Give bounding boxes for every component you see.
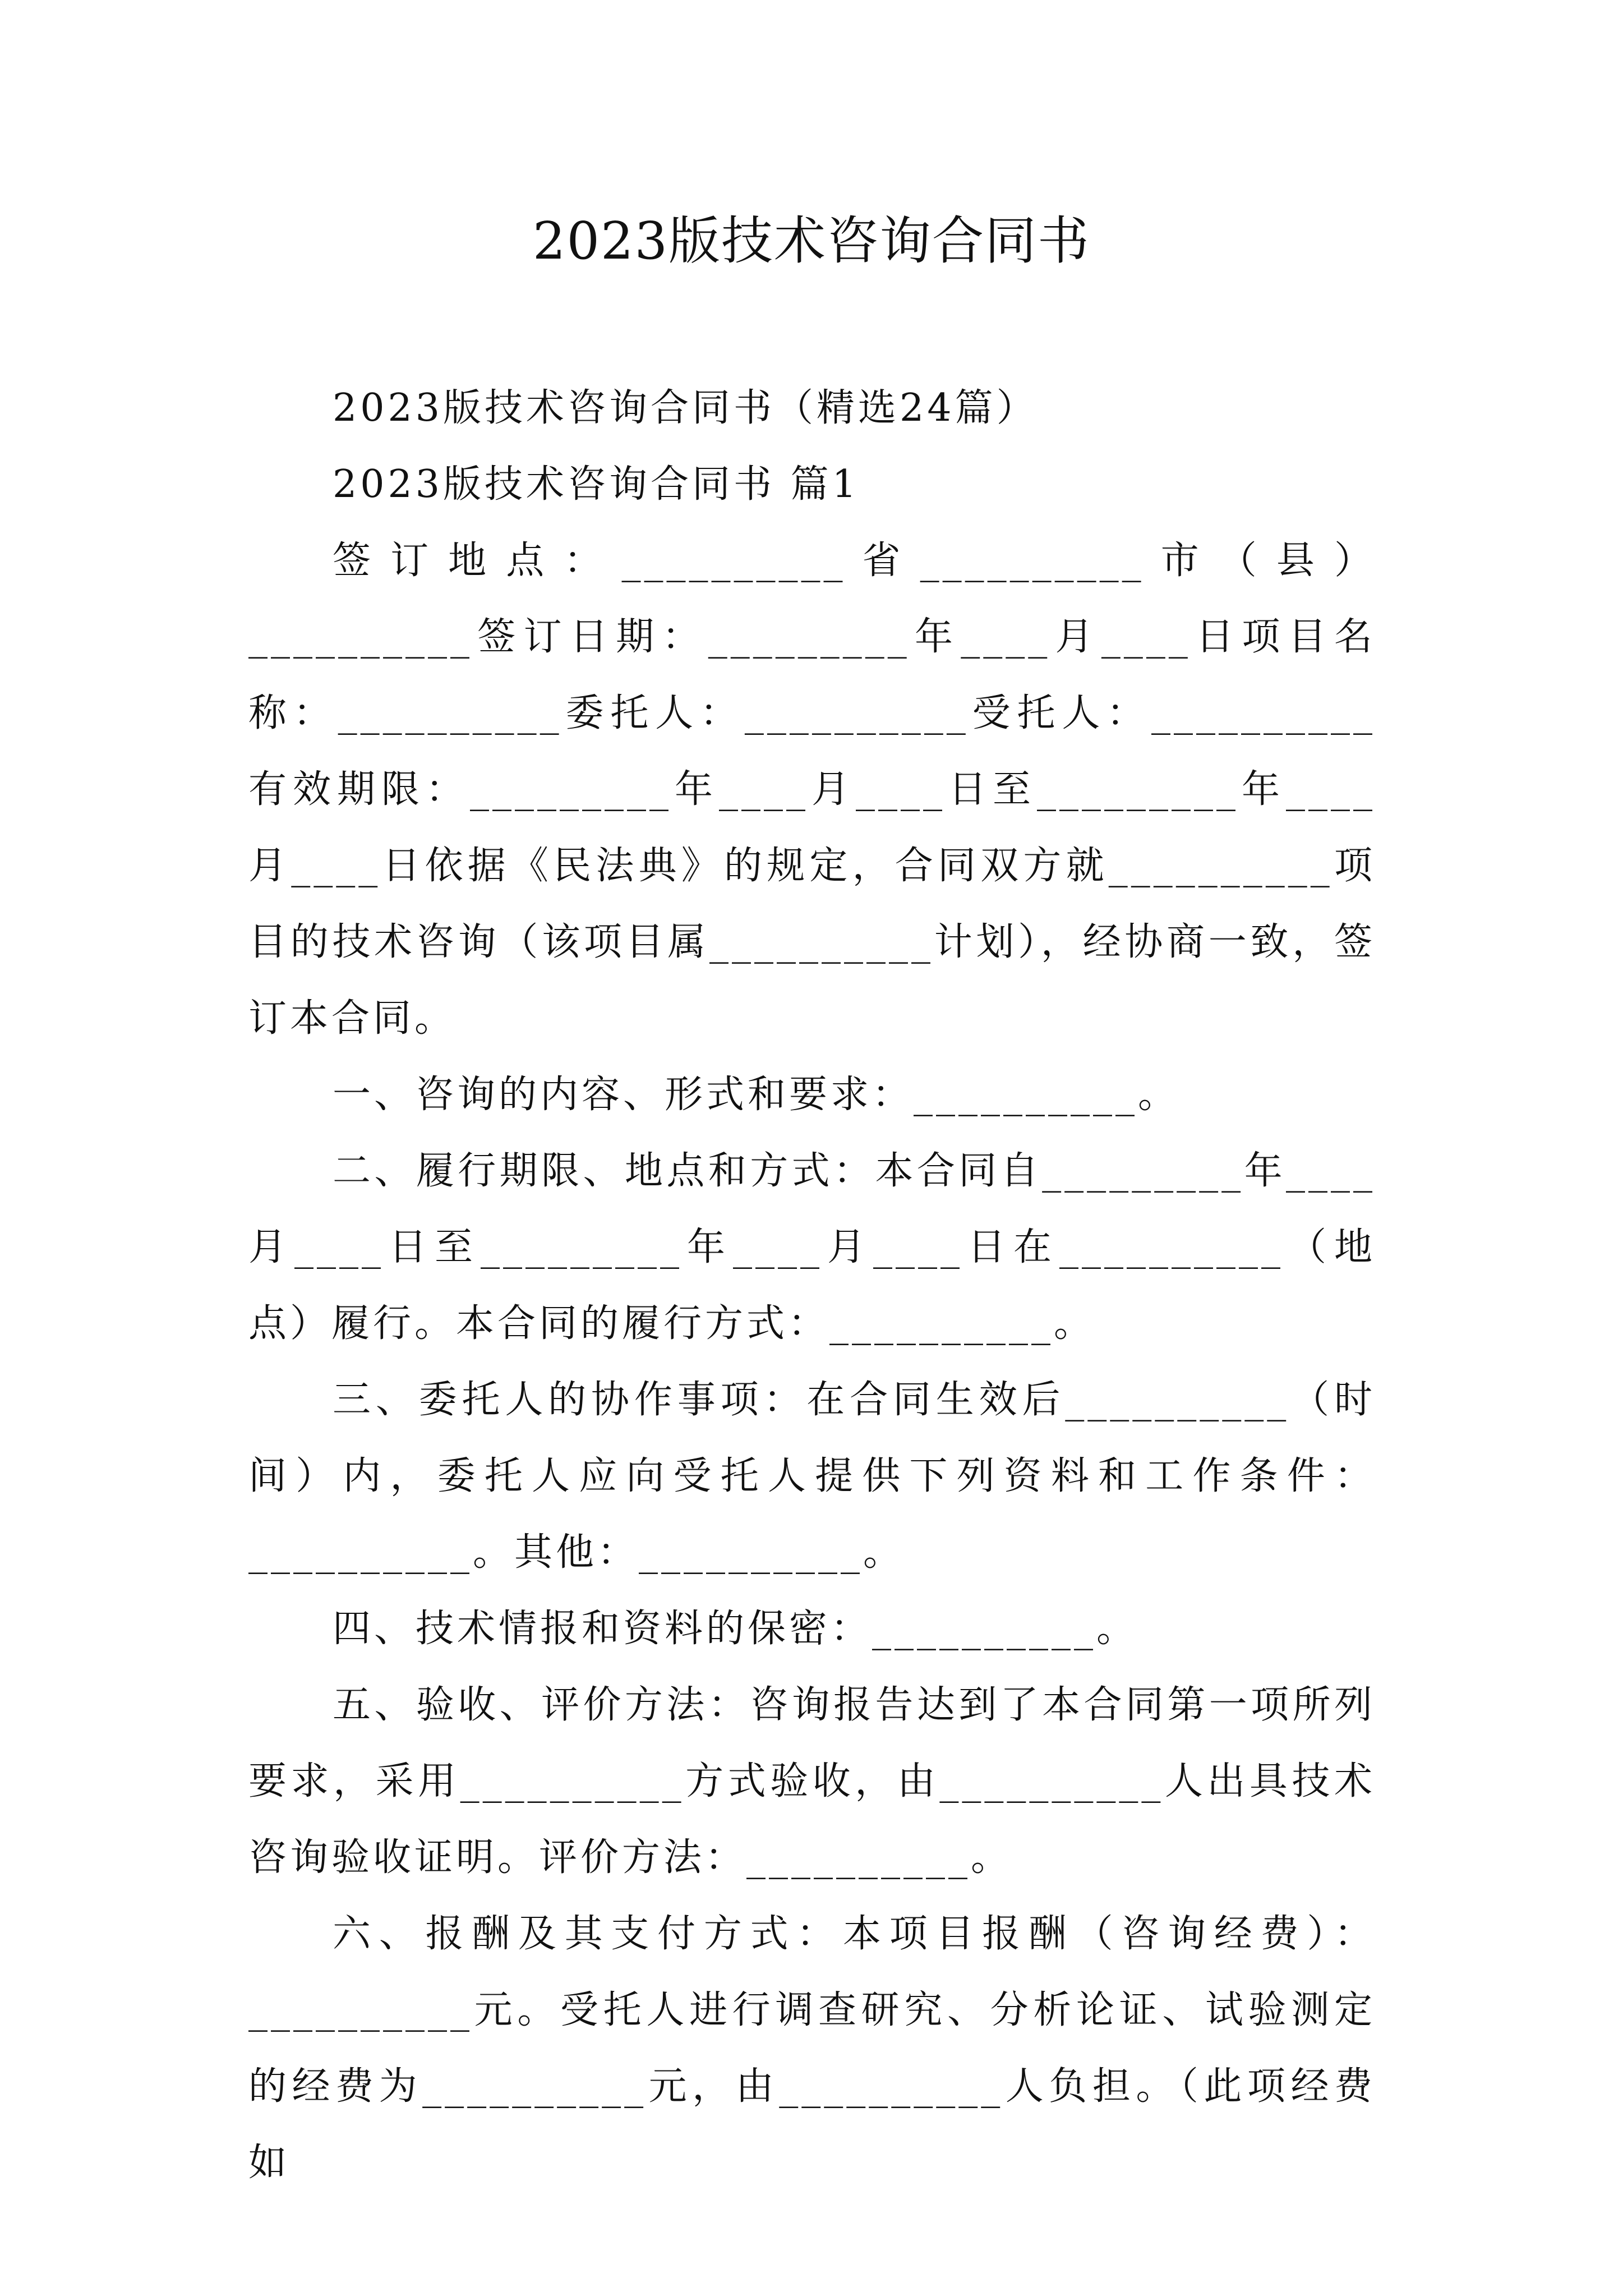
paragraph-contract-info: 签订地点：__________省__________市（县）__________签订日期：_________年____月____日项目名称：__________委托人：__________受托人：__________有效期限：_________年____月____日至_________年____月____日依据《民法典》的规定，合同双方就__________项目的技术咨询（该项目属__________计划），经协商一致，签订本合同。: [248, 539, 1376, 1041]
paragraph-clause-5: 五、验收、评价方法：咨询报告达到了本合同第一项所列要求，采用__________方式验收，由__________人出具技术咨询验收证明。评价方法：__________。: [248, 1683, 1376, 1880]
paragraph-clause-6: 六、报酬及其支付方式：本项目报酬（咨询经费）：__________元。受托人进行调查研究、分析论证、试验测定的经费为__________元，由__________人负担。（此项经费如: [248, 1912, 1376, 2185]
document-title: 2023版技术咨询合同书: [532, 211, 1091, 271]
paragraph-clause-3: 三、委托人的协作事项：在合同生效后__________（时间）内，委托人应向受托人提供下列资料和工作条件：__________。其他：__________。: [248, 1378, 1376, 1575]
paragraph-subtitle: 2023版技术咨询合同书（精选24篇）: [333, 386, 1038, 430]
paragraph-section-heading: 2023版技术咨询合同书 篇1: [333, 462, 860, 507]
document-body: [248, 370, 1376, 2201]
paragraph-clause-1: 一、咨询的内容、形式和要求：__________。: [333, 1073, 1180, 1117]
paragraph-clause-4: 四、技术情报和资料的保密：__________。: [333, 1607, 1138, 1651]
paragraph-clause-2: 二、履行期限、地点和方式：本合同自_________年____月____日至_________年____月____日在__________（地点）履行。本合同的履行方式：__________。: [248, 1149, 1376, 1346]
